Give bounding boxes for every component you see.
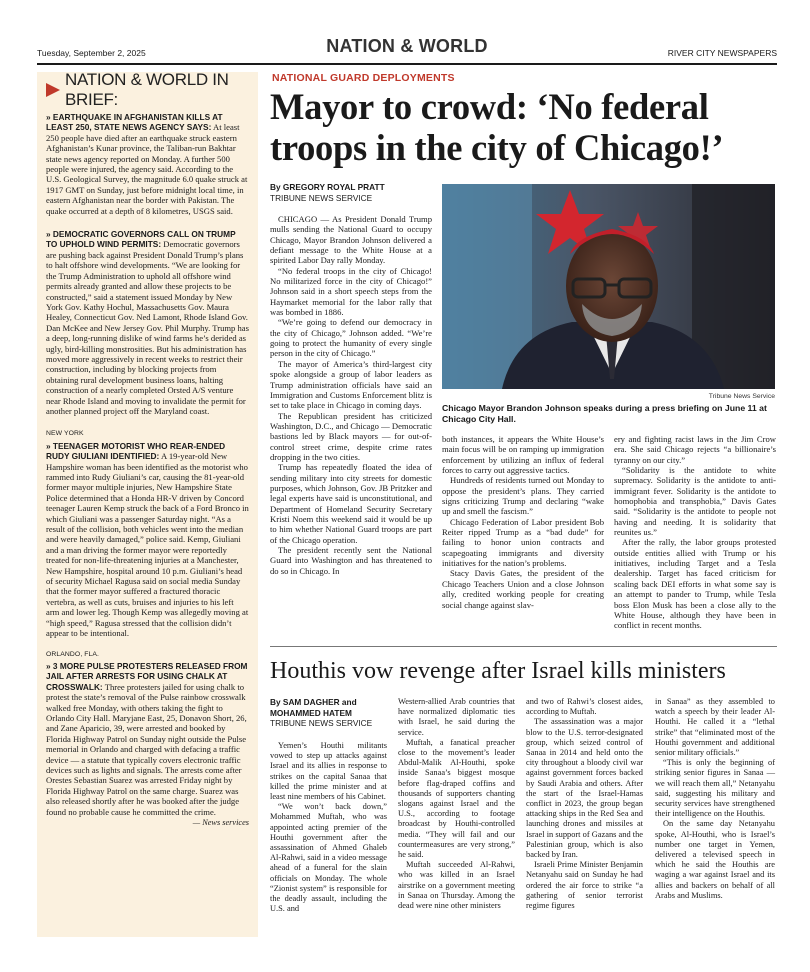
story2-headline[interactable]: Houthis vow revenge after Israel kills ministers [270,658,726,684]
brief-item [46,429,249,638]
photo-credit: Tribune News Service [708,393,775,400]
paragraph: After the rally, the labor groups protested outside entities allied with Trump or his initiatives, including Target and a Tesla dealership. Target has faced criticism for scaling back DEI efforts in what some say is an attempt to pander to Trump, while Tesla boss Elon Musk has been a close ally to the White House, although they have been in conflict in recent months. [614,537,776,631]
paragraph: both instances, it appears the White House’s main focus will be on ramping up immigration enforcement by utilizing an influx of federal forces to carry out aggressive tactics. [442,434,604,476]
paragraph: Chicago Federation of Labor president Bob Reiter ripped Trump as a “bad dude” for failing to honor union contracts and scapegoating immigrants and diversity initiatives for the nation’s problems. [442,516,604,569]
paragraph: The president recently sent the National Guard into Washington and has threatened to do so in Chicago. In [270,545,432,576]
paragraph: Muftah succeeded Al-Rahwi, who was killed in an Israel airstrike on a government meeting in Sanaa on Thursday. Among the dead were nine other ministers [398,860,515,911]
story-headline[interactable]: Mayor to crowd: ‘No federal troops in the city of Chicago!’ [270,86,724,168]
brief-headline[interactable]: » DEMOCRATIC GOVERNORS CALL ON TRUMP TO UPHOLD WIND PERMITS: [46,229,236,250]
story-column-3 [614,434,776,631]
brief-body: Three protesters jailed for using chalk to protest the state’s removal of the Pulse rainbow crosswalk walked free Monday, with others taking the fight to Orlando City Hall. Maryjane East, 25, Donavon Short, 26, and Zane Aparicio, 39, were arrested and booked by Florida Highway Patrol on Sunday night outside the Pulse memorial in Orlando and charged with defacing a traffic device — a statute that typically covers electronic traffic devices such as lights and signals. The arrests come after Orestes Sebastian Suarez was arrested Friday night by Florida Highway Patrol on the same charge. Suarez was also released shortly after he was booked after the judge found no probable cause he committed the crime. [46,681,247,817]
story2-column-3 [526,697,643,911]
paragraph: “We’re going to defend our democracy in the city of Chicago,” Johnson added. “We’re going to protect the humanity of every single person in the city of Chicago.” [270,317,432,359]
brief-body: At least 250 people have died after an earthquake struck eastern Afghanistan’s Kunar province, the Taliban-run Bakhtar state news agency reported on Monday. A further 500 people were injured, the agency said. According to the U.S. Geological Survey, the magnitude 6.0 quake struck at 1917 GMT on Sunday, just before midnight local time, in eastern Afghanistan near the border with Pakistan. The quake occurred at a depth of 8 kilometres, USGS said. [46,122,248,216]
brief-dateline: NEW YORK [46,430,84,438]
story2-byline [270,697,380,729]
page-header [37,36,777,62]
paragraph: “This is only the beginning of striking senior figures in Sanaa — we will reach them all,” Netanyahu said, suggesting his military and security services have strengthened their intelligence on the Houthis. [655,758,775,819]
photo-caption: Chicago Mayor Brandon Johnson speaks during a press briefing on June 11 at Chicago City Hall. [442,403,767,424]
paragraph: Trump has repeatedly floated the idea of sending military into city streets for domestic purposes, which Johnson, Gov. JB Pritzker and legal experts have said is unconstitutional, and Department of Homeland Security Secretary Kristi Noem this weekend said it would be up to him whether National Guard troops are part of the Chicago operation. [270,462,432,545]
story-byline [270,182,385,204]
paragraph: “Solidarity is the antidote to white supremacy. Solidarity is the antidote to anti-immigrant fever. Solidarity is the antidote to homophobia and transphobia,” Davis Gates said. “Solidarity is the antidote to people not having and needing. It is solidarity that reunites us.” [614,465,776,538]
mayor-photo[interactable] [442,184,775,389]
author-names: By SAM DAGHER and MOHAMMED HATEM [270,697,357,718]
newspaper-name: RIVER CITY NEWSPAPERS [667,48,777,58]
issue-date: Tuesday, September 2, 2025 [37,48,146,58]
brief-item [46,229,249,416]
paragraph: “We won’t back down,” Mohammed Muftah, who was appointed acting premier of the Houthi government after the assassination of Ahmed Ghaleb Al-Rahwi, said in a video message ahead of a funeral for the slain officials on Monday. The whole “Zionist system” is responsible for the deadly assault, including the U.S. and [270,802,387,914]
wire-service: TRIBUNE NEWS SERVICE [270,193,373,203]
story2-column-4 [655,697,775,901]
author-name: By GREGORY ROYAL PRATT [270,182,385,192]
paragraph: in Sanaa” as they assembled to watch a speech by their leader Al-Houthi. He called it a “lethal strike” that “eliminated most of the Houthi government and additional senior military officials.” [655,697,775,758]
brief-body: Democratic governors are pushing back against President Donald Trump’s plans to halt offshore wind developments. “We are looking for the Trump Administration to uphold all offshore wind permits already granted and allow these projects to be constructed,” said a statement issued Monday by New York Gov. Kathy Hochul, Massachusetts Gov. Maura Healey, Connecticut Gov. Ned Lamont, Rhode Island Gov. Dan McKee and New Jersey Gov. Phil Murphy. Trump has a deep, long-running dislike of wind farms he’s derided as ugly, bird-killing monstrosities. But his administration has moved more aggressively in recent weeks to restrict their construction, including by blocking projects from obtaining rural development business loans, halting construction of a nearly completed Orsted A/S venture near Rhode Island and moving to invalidate the permit for another planned project off the Maryland coast. [46,239,249,416]
paragraph: Muftah, a fanatical preacher close to the movement’s leader Abdul-Malik Al-Houthi, spoke inside Sanaa’s biggest mosque before flag-draped coffins and thousands of supporters chanting slogans against Israel and the U.S., according to footage broadcast by Houthi-controlled media. “They will fail and our countermeasures are very strong,” he said. [398,737,515,860]
paragraph: Yemen’s Houthi militants vowed to step up attacks against Israel and its allies in response to strikes on the capital Sanaa that killed the prime minister and at least nine members of his Cabinet. [270,741,387,802]
briefs-heading [46,72,249,109]
paragraph: Western-allied Arab countries that have normalized diplomatic ties with Israel, he said during the service. [398,697,515,737]
brief-headline[interactable]: » 3 MORE PULSE PROTESTERS RELEASED FROM JAIL AFTER ARRESTS FOR USING CHALK AT CROSSWALK: [46,660,248,692]
briefs-sidebar [37,72,258,937]
paragraph: ery and fighting racist laws in the Jim Crow era. She said Chicago rejects “a billionaire’s tyranny on our city.” [614,434,776,465]
paragraph: On the same day Netanyahu spoke, Al-Houthi, who is Israel’s number one target in Yemen, delivered a televised speech in which he said the Houthis are waging a war against Israel and its allies and backers on behalf of all Arabs and Muslims. [655,819,775,900]
briefs-title: NATION & WORLD IN BRIEF: [65,72,229,109]
triangle-arrow-icon [46,83,60,97]
paragraph: CHICAGO — As President Donald Trump mulls sending the National Guard to occupy Chicago, Mayor Brandon Johnson delivered a defiant message to the White House at a spirited Labor Day rally Monday. [270,214,432,266]
story-kicker: NATIONAL GUARD DEPLOYMENTS [272,72,455,84]
briefs-credit: — News services [192,818,249,827]
paragraph: The mayor of America’s third-largest city spoke alongside a group of labor leaders as Trump administration officials have said an Immigration and Customs Enforcement blitz is set to take place in Chicago in coming days. [270,358,432,411]
brief-item [46,112,249,216]
paragraph: Stacy Davis Gates, the president of the Chicago Teachers Union and a close Johnson ally, credited working people for creating social change against slav- [442,568,604,610]
paragraph: Hundreds of residents turned out Monday to oppose the president’s plans. They carried signs criticizing Trump and declaring “wake up and smell the fascism.” [442,475,604,517]
brief-headline[interactable]: » TEENAGER MOTORIST WHO REAR-ENDED RUDY GIULIANI IDENTIFIED: [46,440,226,462]
story2-column-2 [398,697,515,911]
paragraph: “No federal troops in the city of Chicago! No militarized force in the city of Chicago!” Johnson said in a short speech steps from the Haymarket memorial for the labor rally that was bombed in 1886. [270,265,432,318]
story2-column-1 [270,741,387,914]
brief-dateline: ORLANDO, FLA. [46,650,100,658]
paragraph: The assassination was a major blow to the U.S. terror-designated group, which seized control of Sanaa in 2014 and held onto the city throughout a bloody civil war against government forces backed by Saudi Arabia and others. After the start of the Israel-Hamas conflict in 2023, the group began attacking ships in the Red Sea and launching drones and missiles at Israel in support of Gazans and the Palestinian group, which is also backed by Iran. [526,717,643,860]
story-column-1 [270,214,432,576]
brief-headline[interactable]: » EARTHQUAKE IN AFGHANISTAN KILLS AT LEAST 250, STATE NEWS AGENCY SAYS: [46,112,223,133]
story-column-2 [442,434,604,610]
paragraph: The Republican president has criticized Washington, D.C., and Chicago — Democratic bastions led by Black mayors — for out-of-control street crime, despite crime rates dropping in the two cities. [270,410,432,462]
section-title: NATION & WORLD [326,36,488,56]
brief-item [46,650,249,818]
paragraph: Israeli Prime Minister Benjamin Netanyahu said on Sunday he had ordered the air force to strike “a gathering of senior terrorist regime figures [526,860,643,911]
wire-service: TRIBUNE NEWS SERVICE [270,718,373,728]
brief-body: A 19-year-old New Hampshire woman has been identified as the motorist who rammed into Rudy Giuliani’s car, causing the 81-year-old former mayor multiple injuries, New Hampshire State Police determined that a Honda HR-V driven by Concord teenager Lauren Kemp struck the back of a Ford Bronco in which Giuliani was a passenger Saturday night. “As a result of the collision, both vehicles went into the median and were heavily damaged,” police said. Kemp, Giuliani and a man driving the former mayor were reportedly treated for non-life-threatening injuries at a Manchester, New Hampshire, hospital around 10 p.m. Giuliani’s head of security Michael Ragusa said on social media Sunday that the former mayor suffered a fractured thoracic vertebra, as well as cuts, bruises and injuries to his left arm and lower leg. Though Kemp was allegedly moving at “high speed,” Ragusa stressed that the collision didn’t appear to be intentional. [46,451,249,639]
paragraph: and two of Rahwi’s closest aides, according to Muftah. [526,697,643,717]
photo-image-icon [442,184,775,389]
story-divider [270,646,777,647]
header-rule [37,63,777,65]
